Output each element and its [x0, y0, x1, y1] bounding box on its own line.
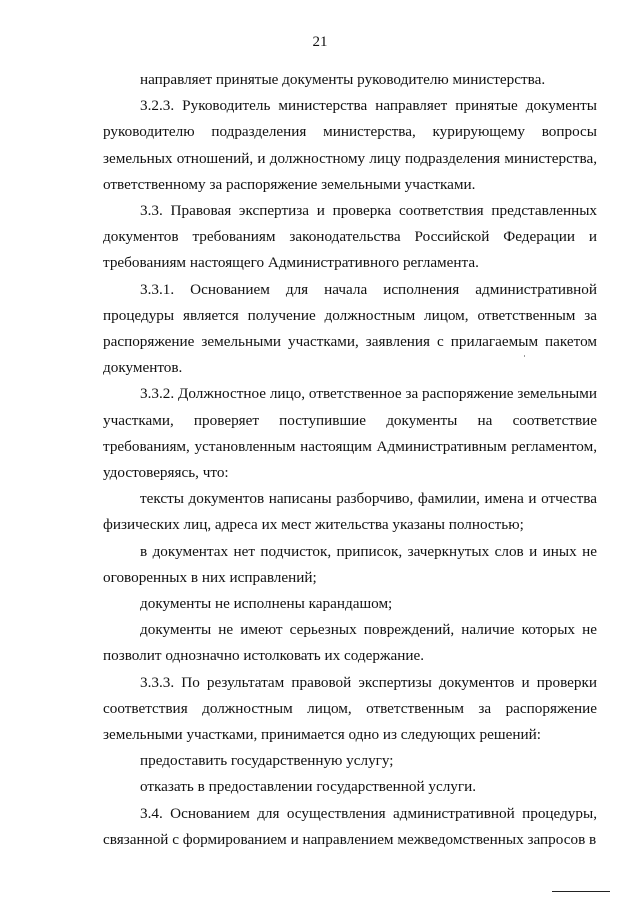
list-item-legible-texts: тексты документов написаны разборчиво, фамилии, имена и отчества физических лиц, адреса их мест жительства указаны полностью; — [103, 490, 597, 534]
paragraph-3-3-3: 3.3.3. По результатам правовой экспертизы документов и проверки соответствия должностным лицом, ответственным за распоряжение земельными участками, принимается одно из следующих решений: — [103, 673, 597, 744]
paragraph-3-3-1: 3.3.1. Основанием для начала исполнения административной процедуры является получение должностным лицом, ответственным за распоряжение земельными участками, заявления с прилагаемым пакетом документов. — [103, 280, 597, 377]
document-body — [103, 67, 597, 853]
paragraph-3-3: 3.3. Правовая экспертиза и проверка соответствия представленных документов требованиям законодательства Российской Федерации и требованиям настоящего Административного регламента. — [103, 202, 597, 272]
paragraph-3-3-2: 3.3.2. Должностное лицо, ответственное за распоряжение земельными участками, проверяет поступившие документы на соответствие требованиям, установленным настоящим Административным регламентом, удостоверяясь, что: — [103, 385, 597, 482]
paragraph-3-2-3: 3.2.3. Руководитель министерства направляет принятые документы руководителю подразделения министерства, курирующему вопросы земельных отношений, и должностному лицу подразделения министерства, ответственному за распоряжение земельными участками. — [103, 97, 597, 193]
bottom-rule — [552, 891, 610, 892]
page-number: 21 — [312, 34, 328, 50]
decision-option-refuse: отказать в предоставлении государственной услуги. — [140, 778, 477, 796]
list-item-not-pencil: документы не исполнены карандашом; — [140, 595, 393, 613]
paragraph-3-4: 3.4. Основанием для осуществления административной процедуры, связанной с формированием и направлением межведомственных запросов в — [103, 804, 597, 848]
decision-option-provide: предоставить государственную услугу; — [140, 752, 394, 770]
paragraph-continuation: направляет принятые документы руководителю министерства. — [140, 71, 546, 88]
list-item-no-damage: документы не имеют серьезных повреждений, наличие которых не позволит однозначно истолковать их содержание. — [103, 621, 597, 665]
list-item-no-erasures: в документах нет подчисток, приписок, зачеркнутых слов и иных не оговоренных в них исправлений; — [103, 542, 597, 586]
scan-speck — [524, 355, 525, 357]
